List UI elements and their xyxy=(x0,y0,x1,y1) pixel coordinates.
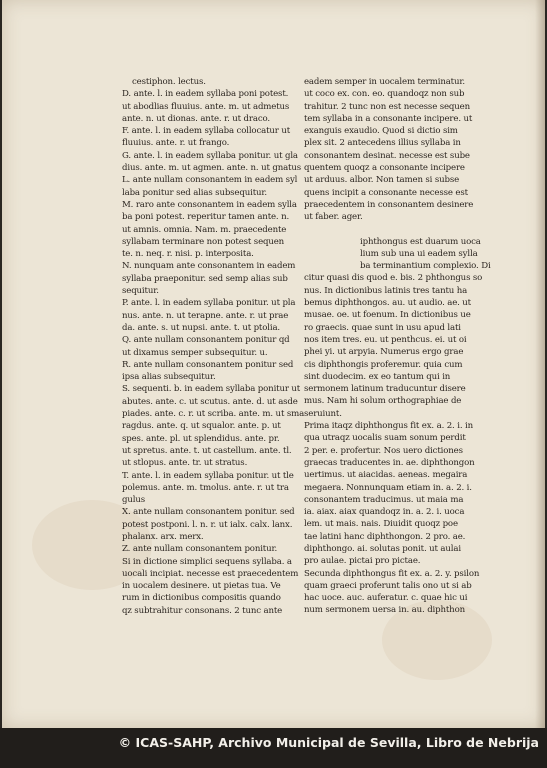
text-line: in uocalem desinere. ut pietas tua. Ve xyxy=(122,581,281,592)
text-line: syllaba praeponitur. sed semp alias sub xyxy=(122,273,288,284)
text-line: seruiunt. xyxy=(304,408,342,419)
left-text-column xyxy=(122,76,305,617)
text-line: 2 per. e. profertur. Nos uero dictiones xyxy=(304,445,463,456)
text-line: nos item tres. eu. ut penthcus. ei. ut oi xyxy=(304,334,467,345)
text-line: ut faber. ager. xyxy=(304,212,363,223)
text-line: fluuius. ante. r. ut frango. xyxy=(122,138,230,149)
text-line: lium sub una ui eadem sylla xyxy=(360,248,478,259)
text-line: quens incipit a consonante necesse est xyxy=(304,187,468,198)
text-line: qua utraqz uocalis suam sonum perdit xyxy=(304,433,466,444)
text-line: qz subtrahitur consonans. 2 tunc ante xyxy=(122,605,283,616)
text-line: tae latini hanc diphthongon. 2 pro. ae. xyxy=(304,531,466,542)
text-line: Si in dictione simplici sequens syllaba. a xyxy=(122,556,292,567)
text-line: ut arduus. albor. Non tamen si subse xyxy=(304,175,460,186)
text-line: musae. oe. ut foenum. In dictionibus ue xyxy=(304,310,471,321)
text-line: te. n. neq. r. nisi. p. interposita. xyxy=(122,249,254,260)
text-line: N. nunquam ante consonantem in eadem xyxy=(122,261,296,272)
copyright-credit: © ICAS-SAHP, Archivo Municipal de Sevilla, Libro de Nebrija xyxy=(118,735,539,750)
text-line: rum in dictionibus compositis quando xyxy=(122,593,281,604)
text-line: num sermonem uersa in. au. diphthon xyxy=(304,605,465,616)
text-line: Q. ante nullam consonantem ponitur qd xyxy=(122,335,290,346)
text-line: eadem semper in uocalem terminatur. xyxy=(304,77,465,87)
section-gap xyxy=(304,224,476,236)
text-line: plex sit. 2 antecedens illius syllaba in xyxy=(304,138,461,149)
text-line: iphthongus est duarum uoca xyxy=(360,236,481,247)
text-line: R. ante nullam consonantem ponitur sed xyxy=(122,359,294,370)
text-line: cestiphon. lectus. xyxy=(132,77,206,87)
text-line: consonantem desinat. necesse est sube xyxy=(304,150,470,161)
text-line: Z. ante nullam consonantem ponitur. xyxy=(122,544,278,555)
text-line: diphthongo. ai. solutas ponit. ut aulai xyxy=(304,543,461,554)
text-line: X. ante nullam consonantem ponitur. sed xyxy=(122,507,295,518)
text-line: dius. ante. m. ut agmen. ante. n. ut gnatus xyxy=(122,163,301,174)
text-line: Prima itaqz diphthongus fit ex. a. 2. i. in xyxy=(304,421,473,432)
text-line: G. ante. l. in eadem syllaba ponitur. ut gla xyxy=(122,150,298,161)
text-line: graecas traducentes in. ae. diphthongon xyxy=(304,457,475,468)
credit-bar xyxy=(0,728,547,768)
text-line: S. sequenti. b. in eadem syllaba ponitur ut xyxy=(122,384,301,395)
text-line: ba terminantium complexio. Di xyxy=(360,261,491,272)
right-text-column xyxy=(304,76,491,617)
text-line: ante. n. ut dionas. ante. r. ut draco. xyxy=(122,113,270,124)
text-line: tem syllaba in a consonante incipere. ut xyxy=(304,113,473,124)
text-line: sequitur. xyxy=(122,286,159,297)
text-line: syllabam terminare non potest sequen xyxy=(122,236,285,247)
text-line: ut spretus. ante. t. ut castellum. ante. tl. xyxy=(122,445,292,456)
text-line: quam graeci proferunt talis ono ut si ab xyxy=(304,580,472,591)
text-line: spes. ante. pl. ut splendidus. ante. pr. xyxy=(122,433,280,444)
text-line: ut amnis. omnia. Nam. m. praecedente xyxy=(122,224,287,235)
text-line: mus. Nam hi solum orthographiae de xyxy=(304,396,462,407)
text-line: P. ante. l. in eadem syllaba ponitur. ut pla xyxy=(122,298,296,309)
text-line: uocali incipiat. necesse est praecedentem xyxy=(122,568,299,579)
text-line: citur quasi dis quod e. bis. 2 phthongus so xyxy=(304,273,483,284)
text-line: polemus. ante. m. tmolus. ante. r. ut tra xyxy=(122,482,289,493)
text-line: ipsa alias subsequitur. xyxy=(122,372,216,383)
text-line: M. raro ante consonantem in eadem sylla xyxy=(122,199,297,210)
text-line: hac uoce. auc. auferatur. c. quae hic ui xyxy=(304,593,468,604)
text-line: ut coco ex. con. eo. quandoqz non sub xyxy=(304,89,465,100)
text-line: cis diphthongis proferemur. quia cum xyxy=(304,359,463,370)
text-line: trahitur. 2 tunc non est necesse sequen xyxy=(304,101,470,112)
text-line: ragdus. ante. q. ut squalor. ante. p. ut xyxy=(122,421,281,432)
text-line: sint duodecim. ex eo tantum qui in xyxy=(304,371,451,382)
text-line: gulus xyxy=(122,495,145,506)
text-line: potest postponi. l. n. r. ut ialx. calx. lanx. xyxy=(122,519,293,530)
text-line: D. ante. l. in eadem syllaba poni potest. xyxy=(122,89,289,100)
text-line: pro aulae. pictai pro pictae. xyxy=(304,556,421,567)
text-line: ro graecis. quae sunt in usu apud lati xyxy=(304,322,461,333)
text-line: consonantem traducimus. ut maia ma xyxy=(304,494,464,505)
text-line: laba ponitur sed alias subsequitur. xyxy=(122,187,267,198)
text-line: ia. aiax. aiax quandoqz in. a. 2. i. uoca xyxy=(304,507,465,518)
text-line: Secunda diphthongus fit ex. a. 2. y. psilon xyxy=(304,568,480,579)
text-line: sermonem latinum traducuntur disere xyxy=(304,384,466,395)
text-line: L. ante nullam consonantem in eadem syl xyxy=(122,175,298,186)
text-line: T. ante. l. in eadem syllaba ponitur. ut tle xyxy=(122,470,294,481)
text-line: ut dixamus semper subsequitur. u. xyxy=(122,347,268,358)
text-line: ut abodlias fluuius. ante. m. ut admetus xyxy=(122,101,290,112)
text-line: phei yi. ut arpyia. Numerus ergo grae xyxy=(304,347,464,358)
text-line: phalanx. arx. merx. xyxy=(122,531,204,542)
text-line: exanguis exaudio. Quod si dictio sim xyxy=(304,126,458,137)
text-line: nus. In dictionibus latinis tres tantu ha xyxy=(304,285,468,296)
text-line: piades. ante. c. r. ut scriba. ante. m. ut sma xyxy=(122,409,305,420)
text-line: ut stlopus. ante. tr. ut stratus. xyxy=(122,458,248,469)
text-line: da. ante. s. ut nupsi. ante. t. ut ptolia. xyxy=(122,322,281,333)
text-line: lem. ut mais. nais. Diuidit quoqz poe xyxy=(304,519,458,530)
text-line: praecedentem in consonantem desinere xyxy=(304,199,474,210)
book-page xyxy=(2,0,545,728)
text-line: nus. ante. n. ut terapne. ante. r. ut prae xyxy=(122,310,289,321)
text-line: abutes. ante. c. ut scutus. ante. d. ut asde xyxy=(122,396,298,407)
text-line: bemus diphthongos. au. ut audio. ae. ut xyxy=(304,298,471,309)
text-line: uertimus. ut aiacidas. aeneas. megaira xyxy=(304,470,468,481)
text-line: megaera. Nonnunquam etiam in. a. 2. i. xyxy=(304,482,472,493)
text-line: F. ante. l. in eadem syllaba collocatur ut xyxy=(122,126,291,137)
text-line: quentem quoqz a consonante incipere xyxy=(304,163,465,174)
text-line: ba poni potest. reperitur tamen ante. n. xyxy=(122,212,290,223)
